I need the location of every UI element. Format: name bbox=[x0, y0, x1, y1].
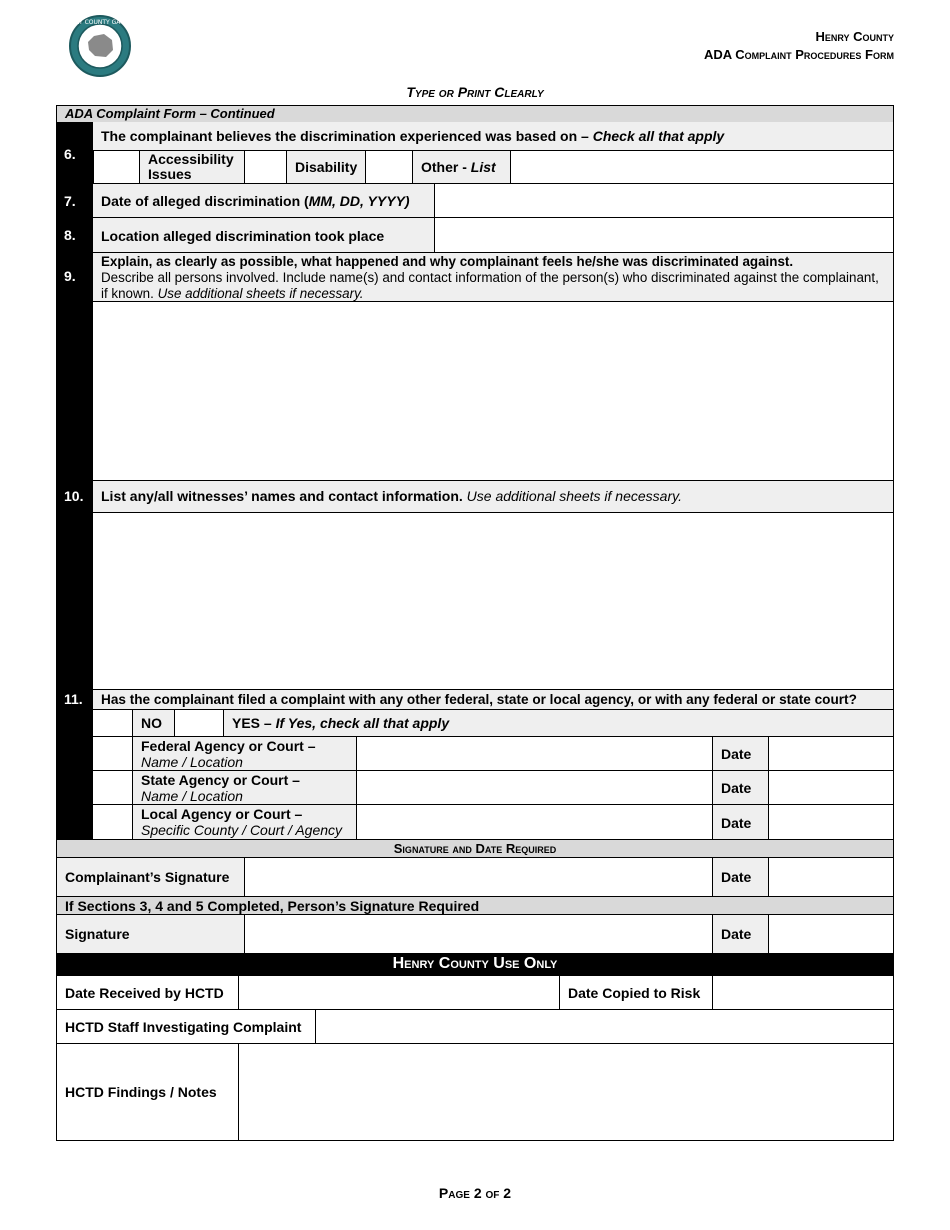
complainant-signature-label: Complainant’s Signature bbox=[56, 857, 245, 897]
q11-local-checkbox[interactable] bbox=[92, 804, 133, 840]
findings-notes-label: HCTD Findings / Notes bbox=[56, 1043, 239, 1141]
county-seal-logo bbox=[62, 14, 138, 78]
date-received-field[interactable] bbox=[238, 975, 560, 1010]
staff-investigating-field[interactable] bbox=[315, 1009, 894, 1044]
q11-local-date-field[interactable] bbox=[768, 804, 894, 840]
org-name: Henry County bbox=[815, 29, 894, 44]
complainant-date-label: Date bbox=[712, 857, 769, 897]
q6-number: 6. bbox=[64, 146, 76, 162]
q10-number: 10. bbox=[64, 488, 84, 504]
q6-other-list-field[interactable] bbox=[510, 150, 894, 184]
q11-federal-date-label: Date bbox=[712, 736, 769, 771]
q11-local-date-label: Date bbox=[712, 804, 769, 840]
sections-note: If Sections 3, 4 and 5 Completed, Person’s Signature Required bbox=[56, 896, 894, 915]
seal-text: HENRY COUNTY GA 1821 bbox=[62, 19, 138, 26]
q11-state-date-label: Date bbox=[712, 770, 769, 805]
q9-prompt: Explain, as clearly as possible, what happened and why complainant feels he/she was discriminated against. Describe all persons involved. Include name(s) and contact information of the person(s) who discriminated against the complainant, if known. Use additional sheets if necessary. bbox=[92, 252, 894, 302]
q11-state-checkbox[interactable] bbox=[92, 770, 133, 805]
q11-federal-checkbox[interactable] bbox=[92, 736, 133, 771]
signature-field[interactable] bbox=[244, 914, 713, 954]
complainant-signature-field[interactable] bbox=[244, 857, 713, 897]
signature-date-label: Date bbox=[712, 914, 769, 954]
q11-no-checkbox[interactable] bbox=[174, 709, 224, 737]
signature-date-field[interactable] bbox=[768, 914, 894, 954]
q6-option-accessibility: Accessibility Issues bbox=[139, 150, 245, 184]
q11-federal-label: Federal Agency or Court – Name / Location bbox=[132, 736, 357, 771]
q11-local-label: Local Agency or Court – Specific County / Court / Agency bbox=[132, 804, 357, 840]
q11-state-label: State Agency or Court – Name / Location bbox=[132, 770, 357, 805]
staff-investigating-label: HCTD Staff Investigating Complaint bbox=[56, 1009, 316, 1044]
q11-spacer-cell bbox=[92, 709, 133, 737]
q7-label: Date of alleged discrimination (MM, DD, YYYY) bbox=[92, 183, 435, 218]
signature-banner: Signature and Date Required bbox=[56, 839, 894, 858]
q8-number: 8. bbox=[64, 227, 76, 243]
form-title: ADA Complaint Procedures Form bbox=[703, 47, 894, 62]
signature-label: Signature bbox=[56, 914, 245, 954]
date-received-label: Date Received by HCTD bbox=[56, 975, 239, 1010]
print-instruction: Type or Print Clearly bbox=[406, 84, 544, 100]
q10-prompt: List any/all witnesses’ names and contact information. Use additional sheets if necessary. bbox=[92, 480, 894, 513]
q10-witnesses-textarea[interactable] bbox=[92, 512, 894, 690]
q11-local-field[interactable] bbox=[356, 804, 713, 840]
date-copied-label: Date Copied to Risk bbox=[559, 975, 713, 1010]
q11-number: 11. bbox=[64, 691, 83, 707]
q6-option-disability: Disability bbox=[286, 150, 366, 184]
q6-option-other: Other - List bbox=[412, 150, 511, 184]
q11-state-field[interactable] bbox=[356, 770, 713, 805]
q6-prompt-row: The complainant believes the discrimination experienced was based on – Check all that apply bbox=[93, 122, 894, 151]
complainant-date-field[interactable] bbox=[768, 857, 894, 897]
q6-checkbox-other[interactable] bbox=[365, 150, 413, 184]
section-header: ADA Complaint Form – Continued bbox=[56, 105, 894, 123]
q11-federal-date-field[interactable] bbox=[768, 736, 894, 771]
q7-date-field[interactable] bbox=[434, 183, 894, 218]
q9-number: 9. bbox=[64, 268, 76, 284]
county-use-banner: Henry County Use Only bbox=[56, 954, 894, 976]
q7-number: 7. bbox=[64, 193, 76, 209]
q11-state-date-field[interactable] bbox=[768, 770, 894, 805]
q11-yes-label: YES – If Yes, check all that apply bbox=[223, 709, 894, 737]
findings-notes-field[interactable] bbox=[238, 1043, 894, 1141]
q11-prompt: Has the complainant filed a complaint with any other federal, state or local agency, or with any federal or state court? bbox=[92, 689, 894, 710]
q6-checkbox-disability[interactable] bbox=[244, 150, 287, 184]
q9-explanation-textarea[interactable] bbox=[92, 301, 894, 481]
date-copied-field[interactable] bbox=[712, 975, 894, 1010]
q11-no-label: NO bbox=[132, 709, 175, 737]
q6-checkbox-accessibility[interactable] bbox=[93, 150, 140, 184]
q8-location-field[interactable] bbox=[434, 217, 894, 253]
q11-federal-field[interactable] bbox=[356, 736, 713, 771]
page-number: Page 2 of 2 bbox=[438, 1185, 512, 1201]
q8-label: Location alleged discrimination took place bbox=[92, 217, 435, 253]
